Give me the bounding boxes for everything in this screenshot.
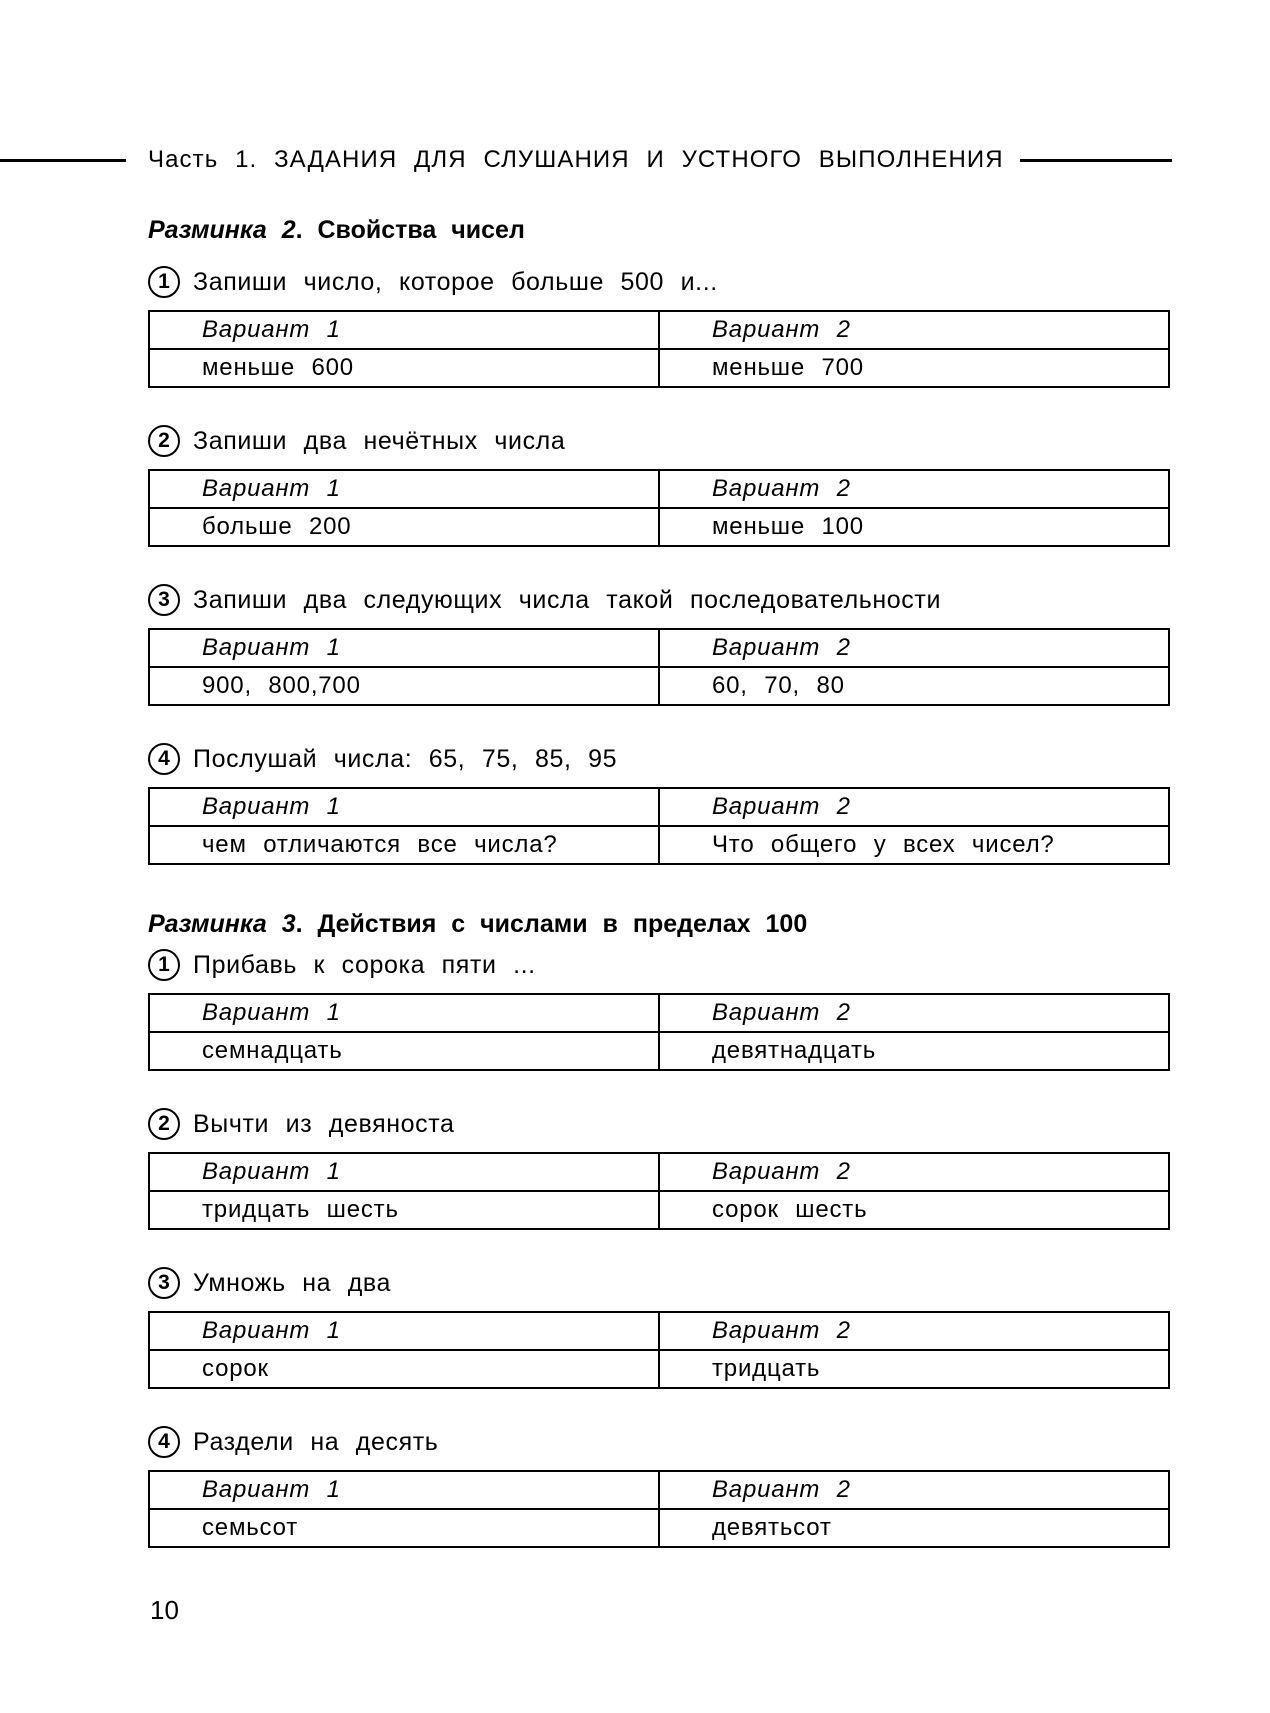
table-header-row bbox=[149, 994, 1169, 1032]
task-number-badge: 3 bbox=[148, 1267, 180, 1299]
variant-2-header: Вариант 2 bbox=[659, 1153, 1169, 1191]
table-row bbox=[149, 1350, 1169, 1388]
table-row bbox=[149, 1509, 1169, 1547]
table-row bbox=[149, 1032, 1169, 1070]
variant-1-header: Вариант 1 bbox=[149, 994, 659, 1032]
variant-1-cell: тридцать шесть bbox=[149, 1191, 659, 1229]
table-header-row bbox=[149, 629, 1169, 667]
variant-2-cell: тридцать bbox=[659, 1350, 1169, 1388]
variant-1-header: Вариант 1 bbox=[149, 1312, 659, 1350]
variants-table bbox=[148, 628, 1170, 706]
section-title-warmup-3 bbox=[148, 910, 807, 939]
variant-2-cell: сорок шесть bbox=[659, 1191, 1169, 1229]
variant-2-header: Вариант 2 bbox=[659, 788, 1169, 826]
task-text: Прибавь к сорока пяти ... bbox=[193, 950, 536, 979]
variant-1-header: Вариант 1 bbox=[149, 1153, 659, 1191]
table-row bbox=[149, 1191, 1169, 1229]
task-text: Запиши два следующих числа такой последовательности bbox=[193, 585, 942, 614]
section-heading: . Свойства чисел bbox=[295, 216, 525, 244]
variant-1-header: Вариант 1 bbox=[149, 1471, 659, 1509]
variant-2-header: Вариант 2 bbox=[659, 629, 1169, 667]
task-prompt bbox=[148, 947, 536, 983]
task-text: Запиши число, которое больше 500 и... bbox=[193, 267, 718, 296]
variant-1-header: Вариант 1 bbox=[149, 629, 659, 667]
task-text: Вычти из девяноста bbox=[193, 1109, 455, 1138]
table-row bbox=[149, 349, 1169, 387]
section-lead: Разминка 3 bbox=[148, 910, 296, 938]
variant-1-cell: 900, 800,700 bbox=[149, 667, 659, 705]
variants-table bbox=[148, 469, 1170, 547]
variant-2-cell: девятнадцать bbox=[659, 1032, 1169, 1070]
table-row bbox=[149, 508, 1169, 546]
variant-1-cell: сорок bbox=[149, 1350, 659, 1388]
task-number-badge: 1 bbox=[148, 949, 180, 981]
section-heading: . Действия с числами в пределах 100 bbox=[295, 910, 808, 938]
variant-2-cell: меньше 700 bbox=[659, 349, 1169, 387]
chapter-header bbox=[0, 143, 1172, 177]
table-row bbox=[149, 826, 1169, 864]
task-prompt bbox=[148, 1265, 391, 1301]
variant-1-cell: чем отличаются все числа? bbox=[149, 826, 659, 864]
task-text: Послушай числа: 65, 75, 85, 95 bbox=[193, 744, 618, 773]
task-number-badge: 2 bbox=[148, 1108, 180, 1140]
variant-2-header: Вариант 2 bbox=[659, 1471, 1169, 1509]
task-text: Запиши два нечётных числа bbox=[193, 426, 566, 455]
task-prompt bbox=[148, 264, 718, 300]
task-text: Умножь на два bbox=[193, 1268, 392, 1297]
table-header-row bbox=[149, 470, 1169, 508]
variant-2-header: Вариант 2 bbox=[659, 311, 1169, 349]
header-rule-right bbox=[1020, 159, 1172, 162]
variants-table bbox=[148, 993, 1170, 1071]
variants-table bbox=[148, 1470, 1170, 1548]
table-header-row bbox=[149, 311, 1169, 349]
variant-1-header: Вариант 1 bbox=[149, 788, 659, 826]
task-number-badge: 4 bbox=[148, 743, 180, 775]
variant-2-cell: Что общего у всех чисел? bbox=[659, 826, 1169, 864]
variant-1-header: Вариант 1 bbox=[149, 311, 659, 349]
variant-1-cell: больше 200 bbox=[149, 508, 659, 546]
section-title-warmup-2 bbox=[148, 216, 525, 245]
variant-2-header: Вариант 2 bbox=[659, 470, 1169, 508]
variant-2-cell: девятьсот bbox=[659, 1509, 1169, 1547]
variant-2-header: Вариант 2 bbox=[659, 994, 1169, 1032]
table-row bbox=[149, 667, 1169, 705]
task-prompt bbox=[148, 741, 617, 777]
header-rule-left bbox=[0, 159, 126, 162]
table-header-row bbox=[149, 1153, 1169, 1191]
task-number-badge: 2 bbox=[148, 425, 180, 457]
variant-1-cell: семьсот bbox=[149, 1509, 659, 1547]
variant-2-cell: 60, 70, 80 bbox=[659, 667, 1169, 705]
task-prompt bbox=[148, 582, 941, 618]
task-number-badge: 1 bbox=[148, 266, 180, 298]
table-header-row bbox=[149, 1471, 1169, 1509]
task-prompt bbox=[148, 423, 565, 459]
task-number-badge: 3 bbox=[148, 584, 180, 616]
variants-table bbox=[148, 787, 1170, 865]
chapter-title: Часть 1. ЗАДАНИЯ ДЛЯ СЛУШАНИЯ И УСТНОГО ВЫПОЛНЕНИЯ bbox=[148, 146, 1004, 173]
task-prompt bbox=[148, 1424, 438, 1460]
table-header-row bbox=[149, 788, 1169, 826]
page-number: 10 bbox=[150, 1595, 179, 1625]
variants-table bbox=[148, 1152, 1170, 1230]
variant-1-header: Вариант 1 bbox=[149, 470, 659, 508]
table-header-row bbox=[149, 1312, 1169, 1350]
variant-2-cell: меньше 100 bbox=[659, 508, 1169, 546]
task-text: Раздели на десять bbox=[193, 1427, 439, 1456]
variant-2-header: Вариант 2 bbox=[659, 1312, 1169, 1350]
variants-table bbox=[148, 1311, 1170, 1389]
task-number-badge: 4 bbox=[148, 1426, 180, 1458]
section-lead: Разминка 2 bbox=[148, 216, 296, 244]
variants-table bbox=[148, 310, 1170, 388]
task-prompt bbox=[148, 1106, 455, 1142]
variant-1-cell: меньше 600 bbox=[149, 349, 659, 387]
variant-1-cell: семнадцать bbox=[149, 1032, 659, 1070]
